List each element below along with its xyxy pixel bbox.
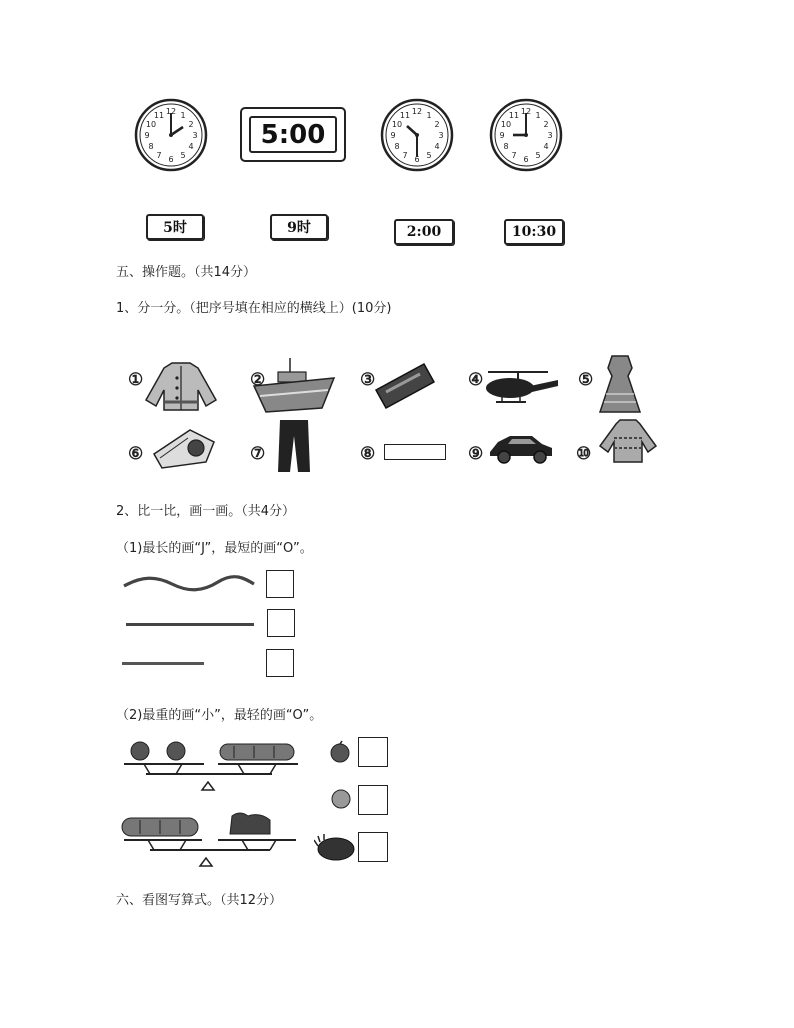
svg-text:8: 8 [394,142,400,151]
dress-icon [598,354,642,414]
svg-text:11: 11 [399,111,411,120]
svg-text:10: 10 [391,120,403,129]
answer-box-pineapple[interactable] [358,832,388,862]
balance-scale-2 [120,810,304,868]
svg-text:4: 4 [188,142,194,151]
svg-text:5: 5 [535,151,541,160]
q2-sub2-title: （2)最重的画“小”，最轻的画“O”。 [116,708,323,723]
balance-scale-1 [120,738,302,792]
time-tag-200: 2:00 [394,219,454,245]
answer-box-orange[interactable] [358,785,388,815]
answer-box-apple[interactable] [358,737,388,767]
analog-clock-2 [134,98,208,172]
item-number-2: ② [250,370,266,390]
svg-text:1: 1 [426,111,432,120]
sweater-icon [598,418,658,464]
item-number-4: ④ [468,370,484,390]
svg-text:7: 7 [402,151,408,160]
ruler-icon [384,444,446,460]
long-straight-line [126,623,254,626]
svg-text:2: 2 [188,120,194,129]
svg-text:8: 8 [148,142,154,151]
svg-text:4: 4 [543,142,549,151]
trousers-icon [276,418,312,474]
svg-text:6: 6 [168,155,174,164]
analog-clock-9 [489,98,563,172]
q2-sub1-title: （1)最长的画“J”，最短的画“O”。 [116,541,313,556]
svg-text:1: 1 [180,111,186,120]
sharpener-icon [150,424,218,470]
svg-text:6: 6 [414,155,420,164]
svg-text:2: 2 [543,120,549,129]
jacket-icon [144,360,218,412]
svg-text:11: 11 [508,111,520,120]
item-number-9: ⑨ [468,444,484,464]
section6-heading: 六、看图写算式。（共12分） [116,893,283,908]
svg-text:5: 5 [180,151,186,160]
ship-icon [252,356,336,416]
section5-heading: 五、操作题。（共14分） [116,265,257,280]
wavy-line [122,574,256,594]
analog-clock-1030 [380,98,454,172]
digital-clock-time: 5:00 [249,116,337,153]
car-icon [488,430,554,464]
svg-text:11: 11 [153,111,165,120]
svg-text:7: 7 [511,151,517,160]
svg-text:5: 5 [426,151,432,160]
svg-text:9: 9 [499,131,505,140]
pencil-case-icon [372,360,436,412]
svg-text:6: 6 [523,155,529,164]
q1-title: 1、分一分。（把序号填在相应的横线上）(10分) [116,301,392,316]
svg-text:10: 10 [500,120,512,129]
time-tag-9: 9时 [270,214,328,240]
svg-text:4: 4 [434,142,440,151]
item-number-6: ⑥ [128,444,144,464]
apple-icon [328,740,352,764]
svg-text:9: 9 [390,131,396,140]
svg-text:3: 3 [438,131,444,140]
svg-text:9: 9 [144,131,150,140]
time-tag-1030: 10:30 [504,219,564,245]
svg-text:7: 7 [156,151,162,160]
item-number-5: ⑤ [578,370,594,390]
item-number-7: ⑦ [250,444,266,464]
digital-clock [240,107,346,162]
orange-icon [330,788,352,810]
svg-text:12: 12 [165,107,177,116]
answer-box-short[interactable] [266,649,294,677]
item-number-8: ⑧ [360,444,376,464]
svg-text:12: 12 [411,107,423,116]
q2-title: 2、比一比，画一画。（共4分） [116,504,296,519]
short-straight-line [122,662,204,665]
time-tag-5: 5时 [146,214,204,240]
item-number-3: ③ [360,370,376,390]
svg-text:12: 12 [520,107,532,116]
item-number-1: ① [128,370,144,390]
svg-text:10: 10 [145,120,157,129]
helicopter-icon [482,368,562,412]
svg-text:3: 3 [192,131,198,140]
svg-text:8: 8 [503,142,509,151]
svg-text:2: 2 [434,120,440,129]
answer-box-wavy[interactable] [266,570,294,598]
pineapple-icon [314,832,356,862]
svg-text:1: 1 [535,111,541,120]
item-number-10: ⑩ [576,444,592,464]
svg-text:3: 3 [547,131,553,140]
answer-box-long[interactable] [267,609,295,637]
